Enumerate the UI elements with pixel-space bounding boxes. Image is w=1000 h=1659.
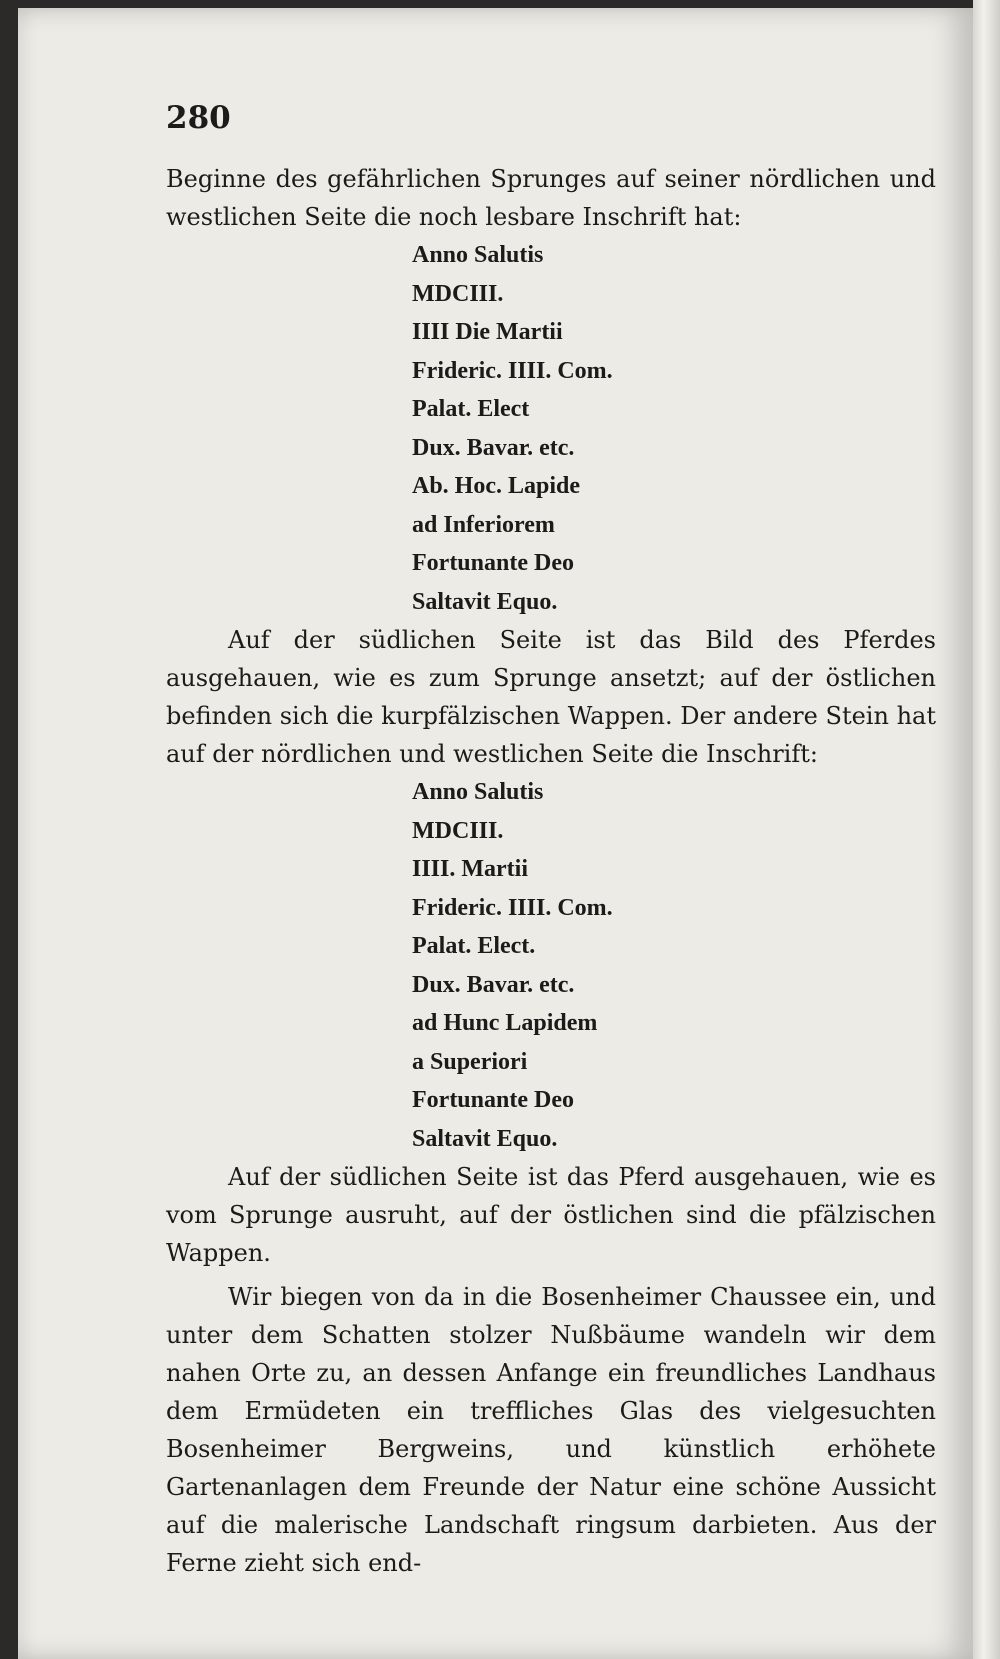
inscription-line: IIII. Martii — [412, 856, 528, 882]
inscription-line: a Superiori — [412, 1048, 528, 1075]
paragraph-4: Wir biegen von da in die Bosenheimer Chaussee ein, und unter dem Schatten stolzer Nußbäume wandeln wir dem nahen Orte zu, an dessen Anfange ein freundliches Landhaus dem Ermüdeten ein treffliches Glas des vielgesuchten Bosenheimer Bergweins, und künstlich erhöhete Gartenanlagen dem Freunde der Natur eine schöne Aussicht auf die malerische Landschaft ringsum darbieten. Aus der Ferne zieht sich end- — [166, 1283, 936, 1577]
paragraph-1: Beginne des gefährlichen Sprunges auf seiner nördlichen und westlichen Seite die noch lesbare Inschrift hat: — [166, 165, 936, 231]
inscription-line: Fortunante Deo — [412, 550, 574, 576]
inscription-line: Saltavit Equo. — [412, 1125, 558, 1152]
inscription-line: Saltavit Equo. — [412, 588, 558, 615]
inscription-line: Dux. Bavar. etc. — [412, 434, 575, 461]
inscription-line: MDCIII. — [412, 817, 504, 844]
book-page — [18, 8, 973, 1659]
inscription-line: MDCIII. — [412, 280, 504, 307]
inscription-line: Frideric. IIII. Com. — [412, 357, 613, 384]
inscription-line: Anno Salutis — [412, 779, 544, 805]
book-edge — [973, 0, 1000, 1659]
paragraph-2: Auf der südlichen Seite ist das Bild des Pferdes ausgehauen, wie es zum Sprunge ansetzt; auf der östlichen befinden sich die kurpfälzischen Wappen. Der andere Stein hat auf der nördlichen und westlichen Seite die Inschrift: — [166, 626, 936, 768]
inscription-2 — [166, 773, 936, 1158]
inscription-line: Fortunante Deo — [412, 1087, 574, 1113]
inscription-line: Palat. Elect. — [412, 933, 536, 959]
inscription-1 — [166, 236, 936, 621]
inscription-line: Palat. Elect — [412, 396, 530, 422]
inscription-line: Frideric. IIII. Com. — [412, 894, 613, 921]
inscription-line: ad Inferiorem — [412, 511, 555, 538]
inscription-line: ad Hunc Lapidem — [412, 1010, 598, 1036]
page-number: 280 — [166, 100, 231, 136]
inscription-line: IIII Die Martii — [412, 319, 563, 345]
inscription-line: Dux. Bavar. etc. — [412, 971, 575, 998]
paragraph-3: Auf der südlichen Seite ist das Pferd ausgehauen, wie es vom Sprunge ausruht, auf der östlichen sind die pfälzischen Wappen. — [166, 1163, 936, 1267]
inscription-line: Ab. Hoc. Lapide — [412, 473, 581, 499]
page-text — [166, 98, 936, 1582]
inscription-line: Anno Salutis — [412, 242, 544, 268]
